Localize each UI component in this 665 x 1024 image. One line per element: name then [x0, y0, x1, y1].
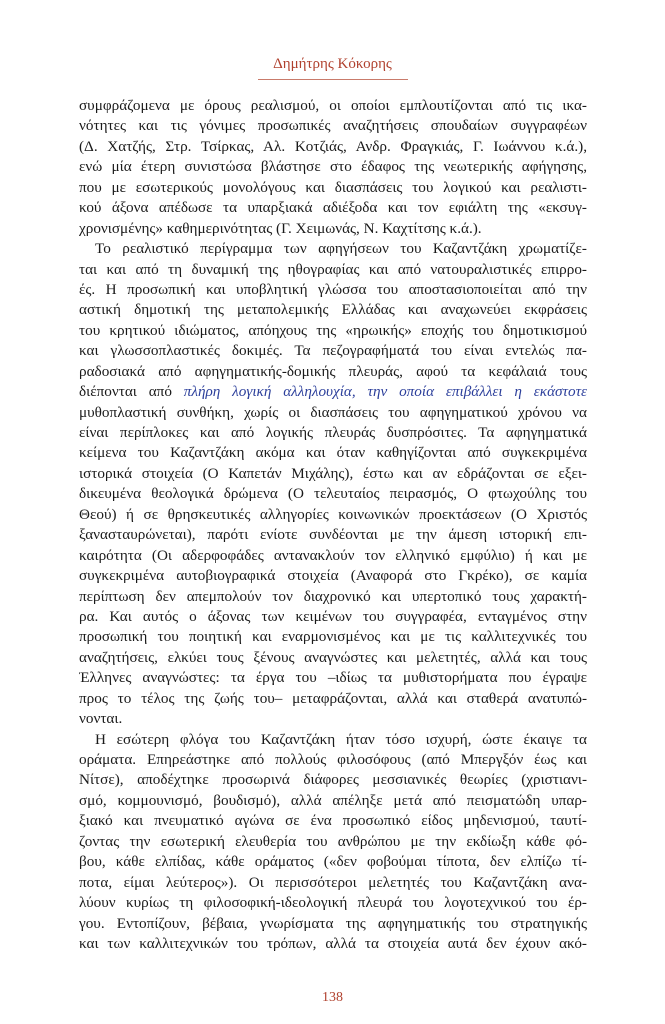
text-line-content: ές. Η προσωπική και υποβλητική γλώσσα του αποστασιοποιείται από την	[79, 280, 587, 298]
text-line	[79, 96, 587, 116]
text-line-content: και των καλλιτεχνικών του τρόπων, αλλά τα στοιχεία αυτά δεν έχουν ακό-	[79, 934, 587, 952]
text-line	[79, 648, 587, 668]
text-line	[79, 893, 587, 913]
text-line	[79, 587, 587, 607]
text-line	[79, 546, 587, 566]
text-line	[79, 852, 587, 872]
text-line-content: ποτα, είμαι λεύτερος»). Οι περισσότεροι μελετητές του Καζαντζάκη ανα-	[79, 873, 587, 891]
text-line-content: αναζητήσεις, ελκύει τους ξένους αναγνώστες και μελετητές, αλλά και τους	[79, 648, 587, 666]
text-line-content: Το ρεαλιστικό περίγραμμα των αφηγήσεων του Καζαντζάκη χρωματίζε-	[95, 240, 587, 258]
text-line	[79, 403, 587, 423]
text-line-content: σμό, κομμουνισμό, βουδισμό), αλλά απέληξε μετά από πεισματώδη υπαρ-	[79, 791, 587, 809]
text-line	[79, 873, 587, 893]
text-line	[79, 832, 587, 852]
text-line-content: ιστορικά στοιχεία (Ο Καπετάν Μιχάλης), έστω και αν εδράζονται σε εξει-	[79, 464, 587, 482]
text-line	[79, 362, 587, 382]
text-line-content: γου. Εντοπίζουν, βέβαια, γνωρίσματα της αφηγηματικής του στρατηγικής	[79, 914, 587, 932]
text-line-content: ρα. Και αυτός ο άξονας των κειμένων του συγγραφέα, ενταγμένος στην	[79, 607, 587, 625]
text-line	[79, 443, 587, 463]
text-line-content: συγκεκριμένα αυτοβιογραφικά στοιχεία (Αναφορά στο Γκρέκο), σε καμία	[79, 567, 587, 585]
text-line	[79, 116, 587, 136]
text-line	[79, 811, 587, 831]
text-line	[79, 382, 587, 402]
text-line	[79, 750, 587, 770]
text-line	[79, 668, 587, 688]
text-line	[79, 770, 587, 790]
text-line	[79, 934, 587, 954]
text-line	[79, 689, 587, 709]
text-line-content: ραδοσιακά από αφηγηματικής-δομικής πλευράς, αφού τα κεφάλαιά τους	[79, 362, 587, 380]
text-line-content: που με εσωτερικούς μονολόγους και διασπάσεις του λογικού και ρεαλιστι-	[79, 178, 587, 196]
text-line-content: Έλληνες αναγνώστες: τα έργα του –ιδίως τα μυθιστορήματα που έγραψε	[79, 669, 587, 687]
text-line-content: ξανασταυρώνεται), παρότι ενίοτε συνδέονται με την άμεση ιστορική επι-	[79, 526, 587, 544]
text-line-content: ενώ μία έτερη συνιστώσα βλάστησε στο έδαφος της νεωτερικής αφήγησης,	[79, 158, 587, 176]
text-line-content: χρονισμένης» καθημερινότητας (Γ. Χειμωνάς, Ν. Καχτίτσης κ.ά.).	[79, 219, 482, 237]
text-line-content: κού άξονα απέδωσε τα υπαρξιακά αδιέξοδα και τον εφιάλτη της «εκσυγ-	[79, 199, 587, 217]
text-line	[79, 137, 587, 157]
running-header	[0, 56, 665, 75]
text-line-content: καιρότητα (Οι αδερφοφάδες αντανακλούν τον ελληνικό εμφύλιο) ή και με	[79, 546, 587, 564]
text-line	[79, 464, 587, 484]
text-line	[79, 178, 587, 198]
text-line	[79, 321, 587, 341]
text-line	[79, 300, 587, 320]
text-line-content: ται και από τη δυναμική της ηθογραφίας και από νατουραλιστικές επιρρο-	[79, 260, 587, 278]
text-line-content: του κρητικού ιδιώματος, απόηχους της «ηρωικής» εποχής του δημοτικισμού	[79, 321, 587, 339]
text-line-content: Η εσώτερη φλόγα του Καζαντζάκη ήταν τόσο ισχυρή, ώστε έκαιγε τα	[95, 730, 587, 748]
text-line	[79, 607, 587, 627]
text-line-content: νότητες και τις γόνιμες προσωπικές αναζητήσεις σπουδαίων συγγραφέων	[79, 117, 587, 135]
text-line	[79, 709, 587, 729]
text-line-content: βου, κάθε ελπίδας, κάθε οράματος («δεν φοβούμαι τίποτα, δεν ελπίζω τί-	[79, 853, 587, 871]
text-line-content: οράματα. Επηρεάστηκε από πολλούς φιλοσόφους (από Μπεργξόν έως και	[79, 751, 587, 768]
text-line-content: μυθοπλαστική συνθήκη, χωρίς οι διασπάσεις του αφηγηματικού χρόνου να	[79, 403, 587, 421]
text-line	[79, 280, 587, 300]
text-line	[79, 198, 587, 218]
text-line-content: διέπονται από	[79, 383, 184, 401]
text-line-content: προσωπική του ποιητική και εναρμονισμένος και με τις καλλιτεχνικές του	[79, 628, 587, 646]
header-rule	[258, 79, 408, 80]
text-line	[79, 341, 587, 361]
text-line-content: νονται.	[79, 710, 123, 728]
text-line-content: Νίτσε), αποδέχτηκε προσωρινά διάφορες μεσσιανικές θεωρίες (χριστιανι-	[79, 771, 587, 789]
text-line-content: (Δ. Χατζής, Στρ. Τσίρκας, Αλ. Κοτζιάς, Ανδρ. Φραγκιάς, Γ. Ιωάννου κ.ά.),	[79, 137, 587, 155]
text-line	[79, 730, 587, 750]
text-line	[79, 484, 587, 504]
text-line-content: είναι περίπλοκες και από λογικής πλευράς δυσπρόσιτες. Τα αφηγηματικά	[79, 424, 587, 441]
text-line	[79, 627, 587, 647]
text-line	[79, 219, 587, 239]
text-line-content: κείμενα του Καζαντζάκη ακόμα και όταν καθηγίζονται από συγκεκριμένα	[79, 444, 587, 462]
text-line	[79, 791, 587, 811]
text-line	[79, 260, 587, 280]
text-line	[79, 505, 587, 525]
text-line	[79, 157, 587, 177]
text-line-content: και γλωσσοπλαστικές δοκιμές. Τα πεζογραφήματά του είναι εντελώς πα-	[79, 342, 587, 360]
page-number: 138	[322, 990, 343, 1005]
text-line-content: ζοντας την εσωτερική ελευθερία του ανθρώπου με την εκδίωξη κάθε φό-	[79, 832, 587, 850]
text-line	[79, 239, 587, 259]
body-text	[79, 96, 587, 954]
highlighted-text: πλήρη λογική αλληλουχία, την οποία επιβάλλει η εκάστοτε	[183, 383, 587, 401]
text-line	[79, 566, 587, 586]
text-line-content: Θεού) ή σε θρησκευτικές αλληγορίες κοινωνικών προεκτάσεων (Ο Χριστός	[79, 505, 587, 523]
text-line	[79, 525, 587, 545]
text-line-content: συμφράζομενα με όρους ρεαλισμού, οι οποίοι εμπλουτίζονται από τις ικα-	[79, 97, 587, 114]
text-line	[79, 423, 587, 443]
text-line-content: περίπτωση δεν απεμπολούν τον διαχρονικό και υπερτοπικό τους χαρακτή-	[79, 587, 587, 605]
text-line-content: προς το τέλος της ζωής του– μεταφράζονται, αλλά και σταθερά ανατυπώ-	[79, 689, 587, 707]
author-name: Δημήτρης Κόκορης	[273, 56, 392, 72]
text-line-content: ξιακό και πνευματικό αγώνα σε ένα προσωπικό είδος μηδενισμού, ταυτί-	[79, 812, 587, 830]
text-line-content: δικευμένα θεολογικά δρώμενα (Ο τελευταίος πειρασμός, Ο φτωχούλης του	[79, 485, 587, 503]
text-line	[79, 914, 587, 934]
text-line-content: αστική δημοτική της μεταπολεμικής Ελλάδας και αναχωνεύει εκφράσεις	[79, 301, 587, 319]
text-line-content: λύουν κυρίως τη φιλοσοφική-ιδεολογική πλευρά του λογοτεχνικού του έρ-	[79, 894, 587, 912]
